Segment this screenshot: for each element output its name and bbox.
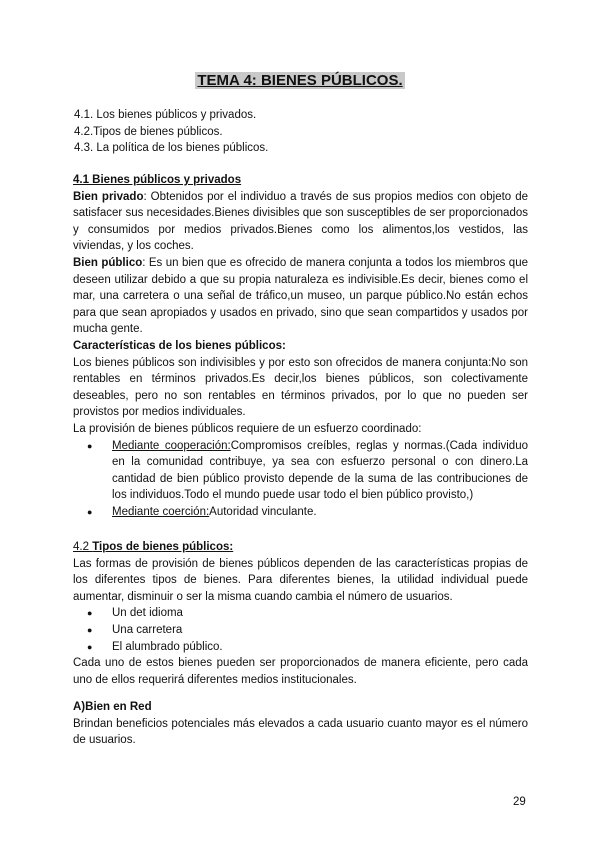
term-label: Bien privado xyxy=(73,190,144,203)
toc-item: 4.1. Los bienes públicos y privados. xyxy=(74,109,257,121)
section-4-1 xyxy=(73,172,528,520)
subheading: A)Bien en Red xyxy=(73,701,152,713)
list-item: ● Mediante coerción:Autoridad vinculante. xyxy=(73,504,528,521)
section-heading: 4.2 Tipos de bienes públicos: xyxy=(73,541,234,553)
page-number: 29 xyxy=(513,796,526,808)
paragraph: La provisión de bienes públicos requiere de un esfuerzo coordinado: xyxy=(73,422,422,435)
bullet-list xyxy=(73,605,528,655)
subheading: Características de los bienes públicos: xyxy=(73,339,286,352)
section-heading: 4.1 Bienes públicos y privados xyxy=(73,174,242,186)
section-4-2 xyxy=(73,539,528,688)
list-item: ● Mediante cooperación:Compromisos creíbles, reglas y normas.(Cada individuo en la comunidad contribuye, ya sea con esfuerzo personal o con dinero.La cantidad de bien público provisto depende de la suma de las contribuciones de los individuos.Todo el mundo puede usar todo el bien público provisto,) xyxy=(73,438,528,504)
page-title xyxy=(0,72,600,89)
paragraph: Cada uno de estos bienes pueden ser proporcionados de manera eficiente, pero cada uno de ellos requerirá diferentes medios institucionales. xyxy=(73,657,528,686)
term-label: Bien público xyxy=(73,256,143,269)
list-item: ● El alumbrado público. xyxy=(73,639,528,656)
bien-publico-paragraph: Bien público: Es un bien que es ofrecido de manera conjunta a todos los miembros que deseen utilizar debido a que su propia naturaleza es indivisible.Es decir, bienes como el mar, una carretera o una señal de tráfico,un museo, un parque público.No están echos para que sean apropiados y usados en privado, sino que sean compartidos y usados por mucha gente. xyxy=(73,256,528,336)
list-item: ● Un det idioma xyxy=(73,605,528,622)
paragraph: Brindan beneficios potenciales más elevados a cada usuario cuanto mayor es el número de usuarios. xyxy=(73,717,528,747)
bien-privado-paragraph: Bien privado: Obtenidos por el individuo a través de sus propios medios con objeto de satisfacer sus necesidades.Bienes divisibles que son susceptibles de ser proporcionados y consumidos por medios privados.Bienes como los alimentos,los vestidos, las viviendas, y los coches. xyxy=(73,190,528,253)
paragraph: Los bienes públicos son indivisibles y por esto son ofrecidos de manera conjunta:No son rentables en términos privados.Es decir,los bienes públicos, son colectivamente deseables, pero no son rentables en términos privados, por lo que no pueden ser provistos por medios individuales. xyxy=(73,356,528,419)
toc-item: 4.2.Tipos de bienes públicos. xyxy=(74,125,223,138)
section-bien-en-red xyxy=(73,699,528,749)
list-item: ● Una carretera xyxy=(73,622,528,639)
paragraph: Las formas de provisión de bienes públicos dependen de las características propias de los diferentes tipos de bienes. Para diferentes bienes, la utilidad individual puede aumentar, disminuir o ser la misma cuando cambia el número de usuarios. xyxy=(73,557,528,603)
toc-item: 4.3. La política de los bienes públicos. xyxy=(74,142,269,154)
title-text: TEMA 4: BIENES PÚBLICOS. xyxy=(197,72,403,89)
table-of-contents xyxy=(74,107,268,157)
bullet-list xyxy=(73,438,528,521)
